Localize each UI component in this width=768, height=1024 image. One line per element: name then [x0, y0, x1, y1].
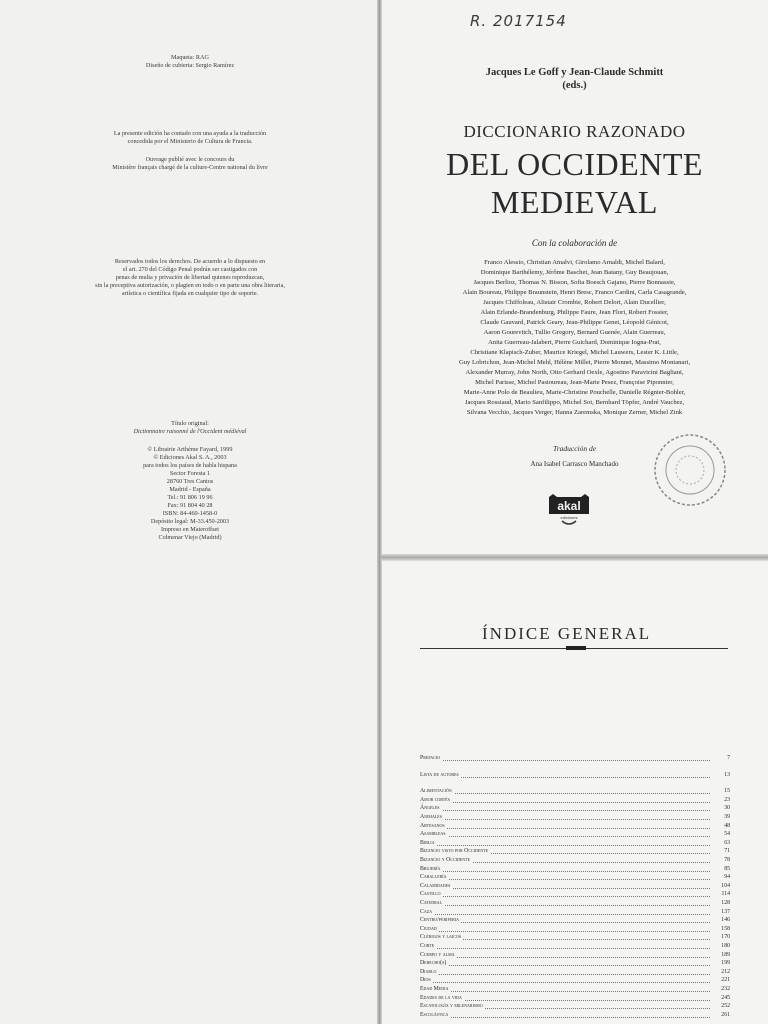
index-entry-page: 114	[721, 891, 730, 898]
index-entry-page: 170	[721, 934, 730, 941]
aid-fr-line: Ouvrage publié avec le concours du	[145, 156, 235, 163]
index-entry	[420, 899, 730, 908]
publication-line: Fax: 91 804 40 28	[167, 502, 213, 509]
translator-name: Ana Isabel Carrasco Manchado	[530, 460, 619, 468]
index-entry-page: 104	[721, 882, 730, 889]
index-entry	[420, 908, 730, 917]
index-entry-label: Artesanos	[420, 822, 445, 829]
index-entry-label: Asambleas	[420, 831, 446, 838]
index-leader-dots	[420, 974, 710, 975]
contributor-line: Michel Parisse, Michel Pastoureau, Jean-Marie Pesez, Françoise Piponnier,	[475, 379, 674, 386]
publisher-logo-sub: ediciones	[560, 515, 578, 520]
index-entry-label: Bizancio visto por Occidente	[420, 848, 489, 855]
credit-line: Diseño de cubierta: Sergio Ramírez	[145, 62, 235, 69]
index-leader-dots	[420, 982, 710, 983]
contributor-line: Marie-Anne Polo de Beaulieu, Marie-Christine Pouchelle, Danielle Régnier-Bohler,	[463, 389, 686, 396]
index-leader-dots	[420, 777, 710, 778]
rights-line: sin la preceptiva autorización, o plagien en todo o en parte una obra literaria,	[95, 282, 285, 289]
rights-block	[30, 258, 350, 298]
index-entry-label: Alimentación	[420, 788, 452, 795]
publication-line: Impreso en Materoffset	[161, 526, 219, 533]
index-entry	[420, 959, 730, 968]
index-entry	[420, 813, 730, 822]
index-entry-page: 94	[724, 874, 730, 881]
index-entry-label: Diablo	[420, 968, 437, 975]
index-entry-page: 137	[721, 908, 730, 915]
publisher-logo-text: akal	[557, 499, 581, 513]
contributor-line: Aaron Gourevitch, Tullio Gregory, Bernard Guenée, Alain Guerreau,	[483, 329, 666, 336]
original-title: Dictionnaire raisonné de l'Occident médiéval	[133, 428, 247, 435]
index-entry-label: Ángeles	[420, 805, 440, 812]
index-entry-page: 252	[721, 1003, 730, 1010]
index-leader-dots	[420, 793, 710, 794]
publication-line: © Librairie Arthème Fayard, 1999	[147, 446, 233, 453]
index-entry-page: 146	[721, 917, 730, 924]
publication-line: Colmenar Viejo (Madrid)	[158, 534, 222, 541]
original-title-block	[30, 420, 350, 436]
index-entry	[420, 933, 730, 942]
publication-line: Tel.: 91 806 19 96	[167, 494, 213, 501]
index-entry	[420, 1002, 730, 1011]
index-entry	[420, 873, 730, 882]
index-leader-dots	[420, 939, 710, 940]
index-entry-label: Clérigos y laicos	[420, 934, 461, 941]
index-entry-page: 15	[724, 788, 730, 795]
contributor-line: Dominique Barthélemy, Jérôme Baschet, Jean Batany, Guy Beaujouan,	[480, 269, 669, 276]
index-entry-page: 78	[724, 857, 730, 863]
index-entry-page: 221	[721, 977, 730, 984]
index-leader-dots	[420, 948, 710, 949]
index-entry-label: Brujería	[420, 865, 441, 872]
index-entry-label: Prefacio	[420, 755, 441, 761]
index-entry-label: Animales	[420, 814, 442, 820]
index-entry-label: Caza	[420, 908, 433, 915]
title-line-1: DICCIONARIO RAZONADO	[463, 122, 686, 141]
rights-line: Reservados todos los derechos. De acuerdo a lo dispuesto en	[114, 258, 266, 265]
index-entry-page: 7	[727, 755, 730, 761]
contributor-line: Anita Guerreau-Jalabert, Pierre Guichard, Dominique Iogna-Prat,	[488, 339, 661, 346]
index-entry-page: 245	[721, 994, 730, 1001]
index-leader-dots	[420, 922, 710, 923]
index-entry-page: 261	[721, 1011, 730, 1018]
contributor-line: Alain Erlande-Brandenburg, Philippe Faure, Jean Flori, Robert Fossier,	[480, 309, 669, 316]
index-title: ÍNDICE GENERAL	[482, 624, 652, 643]
index-leader-dots	[420, 836, 710, 837]
index-entry-page: 85	[724, 865, 730, 872]
rights-line: artística o científica fijada en cualquier tipo de soporte.	[121, 290, 259, 297]
index-entry-label: Escolástica	[420, 1011, 449, 1018]
index-title-rule-mark	[566, 646, 586, 650]
aid-es-line: La presente edición ha contado con una ayuda a la traducción	[113, 130, 267, 137]
aid-fr-block	[30, 156, 350, 172]
translation-label: Traducción de	[552, 444, 597, 453]
index-entry	[420, 830, 730, 839]
aid-es-block	[30, 130, 350, 146]
index-entry-label: Centro/periferia	[420, 917, 460, 924]
index-leader-dots	[420, 931, 710, 932]
index-leader-dots	[420, 896, 710, 897]
index-leader-dots	[420, 802, 710, 803]
index-entry-label: Castillo	[420, 891, 441, 898]
index-entry-page: 30	[724, 805, 730, 812]
index-entry	[420, 968, 730, 977]
index-entry-page: 212	[721, 968, 730, 975]
index-entry-label: Edades de la vida	[420, 994, 462, 1001]
index-entry-label: Bizancio y Occidente	[420, 857, 471, 863]
library-stamp-icon	[652, 432, 728, 508]
index-entry	[420, 976, 730, 985]
publication-line: Madrid - España	[169, 486, 211, 493]
index-entry-label: Lista de autores	[420, 771, 459, 778]
index-entry-label: Edad Media	[420, 986, 449, 992]
index-leader-dots	[420, 991, 710, 992]
index-entry	[420, 839, 730, 848]
index-entry-page: 54	[724, 831, 730, 838]
index-entry	[420, 882, 730, 891]
contributor-line: Alain Boureau, Philippe Braunstein, Henri Bresc, Franco Cardini, Carla Casagrande,	[462, 289, 687, 296]
index-entry-label: Dios	[420, 977, 431, 984]
index-leader-dots	[420, 879, 710, 880]
index-leader-dots	[420, 957, 710, 958]
index-leader-dots	[420, 871, 710, 872]
index-leader-dots	[420, 905, 710, 906]
index-entry	[420, 865, 730, 874]
editors-suffix: (eds.)	[562, 80, 587, 91]
index-entry-label: Corte	[420, 943, 435, 949]
original-title-label: Título original:	[171, 420, 209, 427]
index-entry	[420, 985, 730, 994]
index-entry-page: 180	[721, 943, 730, 949]
index-entry-label: Ciudad	[420, 925, 437, 932]
contributor-line: Jacques Rossiaud, Mario Sanfilippo, Michel Sot, Bernhard Töpfer, André Vauchez,	[464, 399, 685, 406]
editors	[381, 66, 768, 92]
publisher-logo	[548, 494, 590, 528]
index-entry-page: 232	[721, 986, 730, 992]
index-leader-dots	[420, 828, 710, 829]
publication-block	[30, 446, 350, 542]
index-leader-dots	[420, 914, 710, 915]
index-leader-dots	[420, 810, 710, 811]
index-entry	[420, 822, 730, 831]
contributor-line: Franco Alessio, Christian Amalvi, Girolamo Arnaldi, Michel Balard,	[484, 259, 665, 266]
index-entry	[420, 847, 730, 856]
page-fold	[381, 554, 768, 561]
index-entry-label: Catedral	[420, 900, 443, 906]
index-entry-page: 23	[724, 796, 730, 803]
index-entry-page: 199	[721, 960, 730, 967]
index-entry	[420, 890, 730, 899]
contributor-line: Jacques Berlioz, Thomas N. Bisson, Sofia Boesch Gajano, Pierre Bonnassie,	[473, 279, 676, 286]
rights-line: penas de multa y privación de libertad quienes reproduzcan,	[115, 274, 265, 281]
publication-line: 28760 Tres Cantos	[166, 478, 214, 485]
index-entry	[420, 942, 730, 951]
index-entry	[420, 916, 730, 925]
contributor-line: Christiane Klapisch-Zuber, Maurice Kriegel, Michel Lauwers, Lester K. Little,	[470, 349, 679, 356]
aid-fr-line: Ministère français chargé de la culture-Centre national du livre	[112, 164, 268, 171]
contributor-line: Jacques Chiffoleau, Alistair Crombie, Robert Delort, Alain Ducellier,	[483, 299, 666, 306]
index-entry-page: 71	[724, 848, 730, 855]
index-leader-dots	[420, 888, 710, 889]
index-entry-label: Amor cortés	[420, 796, 450, 803]
publication-line: Depósito legal: M-33.450-2003	[150, 518, 230, 525]
editors-names: Jacques Le Goff y Jean-Claude Schmitt	[485, 67, 664, 78]
index-entry-page: 39	[724, 814, 730, 820]
index-entry	[420, 771, 730, 780]
publication-line: para todos los países de habla hispana	[143, 462, 237, 469]
index-entry	[420, 754, 730, 763]
credits-block	[30, 54, 350, 70]
collab-label: Con la colaboración de	[531, 238, 618, 248]
index-entry-page: 48	[724, 822, 730, 829]
index-entry	[420, 804, 730, 813]
index-leader-dots	[420, 760, 710, 761]
contributor-line: Silvana Vecchio, Jacques Verger, Hanna Zaremska, Monique Zerner, Michel Zink	[466, 409, 683, 416]
title-line-2: DEL OCCIDENTE	[446, 146, 703, 182]
index-entry-page: 128	[721, 900, 730, 906]
index-entry-label: Biblia	[420, 839, 435, 846]
index-entry-page: 158	[721, 925, 730, 932]
index-entry-label: Calamidades	[420, 882, 451, 889]
index-entry-label: Derecho(s)	[420, 960, 447, 967]
index-entry	[420, 994, 730, 1003]
index-entry	[420, 951, 730, 960]
index-leader-dots	[420, 965, 710, 966]
index-entry	[420, 1011, 730, 1020]
index-entry	[420, 787, 730, 796]
contributor-line: Guy Lobrichon, Jean-Michel Mehl, Hélène Millet, Pierre Monnet, Massimo Montanari,	[458, 359, 691, 366]
index-entry-label: Escatología y milenarismo	[420, 1003, 483, 1010]
index-entry	[420, 856, 730, 865]
publication-line: © Ediciones Akal S. A., 2003	[153, 454, 227, 461]
index-entry-label: Caballería	[420, 874, 447, 881]
index-entry-page: 13	[724, 771, 730, 778]
contributor-line: Alexander Murray, John North, Otto Gerhard Oexle, Agostino Paravicini Bagliani,	[465, 369, 684, 376]
publication-line: Sector Foresta 1	[169, 470, 211, 477]
publication-line: ISBN: 84-460-1458-0	[162, 510, 218, 517]
contributors-list	[381, 258, 768, 418]
index-entry-label: Cuerpo y alma	[420, 951, 455, 958]
index-leader-dots	[420, 1017, 710, 1018]
aid-es-line: concedida por el Ministerio de Cultura de Francia.	[127, 138, 253, 145]
index-entry	[420, 925, 730, 934]
index-leader-dots	[420, 819, 710, 820]
handwritten-note: R. 2017154	[470, 12, 567, 30]
credit-line: Maqueta: RAG	[171, 54, 209, 61]
contributor-line: Claude Gauvard, Patrick Geary, Jean-Philippe Genet, Léopold Génicot,	[480, 319, 669, 326]
rights-line: el art. 270 del Código Penal podrán ser castigados con	[122, 266, 258, 273]
index-leader-dots	[420, 845, 710, 846]
index-entry	[420, 796, 730, 805]
index-entry-page: 189	[721, 951, 730, 958]
index-entry-page: 63	[724, 839, 730, 846]
title-line-3: MEDIEVAL	[491, 184, 658, 220]
